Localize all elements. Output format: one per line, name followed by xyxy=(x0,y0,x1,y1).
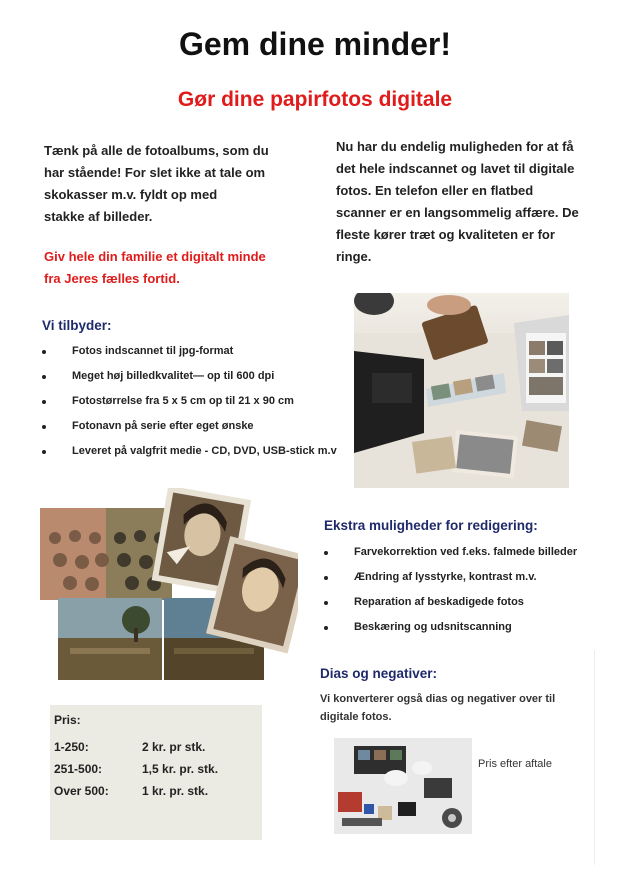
text-line: det hele indscannet og lavet til digitale xyxy=(336,161,575,176)
pricing-box xyxy=(50,705,262,840)
price-range: Over 500: xyxy=(54,784,109,798)
list-item: Fotonavn på serie efter eget ønske xyxy=(72,414,352,439)
left-intro-text xyxy=(44,140,334,228)
price-value: 2 kr. pr stk. xyxy=(142,740,206,754)
slides-negatives-illustration xyxy=(334,738,472,834)
list-item: Meget høj billedkvalitet— op til 600 dpi xyxy=(72,364,352,389)
price-range: 251-500: xyxy=(54,762,103,776)
left-red-text xyxy=(44,246,334,290)
page-title: Gem dine minder! xyxy=(178,26,452,62)
bullet-icon xyxy=(42,450,46,454)
collage-illustration xyxy=(40,488,298,680)
text-line: digitale fotos. xyxy=(320,711,392,723)
list-item: Beskæring og udsnitscanning xyxy=(354,615,604,640)
list-item: Ændring af lysstyrke, kontrast m.v. xyxy=(354,565,604,590)
right-intro-text xyxy=(336,136,596,268)
bullet-icon xyxy=(324,626,328,630)
photo-collage xyxy=(40,488,298,680)
text-line: skokasser m.v. fyldt op med xyxy=(44,187,218,202)
price-value: 1 kr. pr. stk. xyxy=(142,784,209,798)
list-item: Fotos indscannet til jpg-format xyxy=(72,339,352,364)
offer-list xyxy=(72,339,352,464)
text-line: fra Jeres fælles fortid. xyxy=(44,271,180,286)
list-item: Reparation af beskadigede fotos xyxy=(354,590,604,615)
list-item: Farvekorrektion ved f.eks. falmede billeder xyxy=(354,540,604,565)
bullet-icon xyxy=(42,425,46,429)
list-item: Fotostørrelse fra 5 x 5 cm op til 21 x 90 cm xyxy=(72,389,352,414)
price-note: Pris efter aftale xyxy=(478,758,552,770)
text-line: har stående! For slet ikke at tale om xyxy=(44,165,266,180)
pricing-heading: Pris: xyxy=(54,713,81,727)
text-line: Vi konverterer også dias og negativer over til xyxy=(320,693,556,705)
bullet-icon xyxy=(42,350,46,354)
extra-heading: Ekstra muligheder for redigering: xyxy=(324,518,538,533)
bullet-icon xyxy=(42,375,46,379)
bullet-icon xyxy=(42,400,46,404)
text-line: Nu har du endelig muligheden for at få xyxy=(336,139,574,154)
text-line: scanner er en langsommelig affære. De xyxy=(336,205,579,220)
price-range: 1-250: xyxy=(54,740,89,754)
price-value: 1,5 kr. pr. stk. xyxy=(142,762,219,776)
text-line: stakke af billeder. xyxy=(44,209,153,224)
text-line: ringe. xyxy=(336,249,372,264)
scanner-photo xyxy=(354,293,569,488)
page-subtitle: Gør dine papirfotos digitale xyxy=(177,88,453,111)
text-line: Tænk på alle de fotoalbums, som du xyxy=(44,143,269,158)
list-item: Leveret på valgfrit medie - CD, DVD, USB-stick m.v xyxy=(72,439,352,464)
extra-list xyxy=(354,540,604,640)
text-line: fleste kører træt og kvaliteten er for xyxy=(336,227,555,242)
scanner-scene-illustration xyxy=(354,293,569,488)
text-line: Giv hele din familie et digitalt minde xyxy=(44,249,266,264)
bullet-icon xyxy=(324,576,328,580)
dias-text xyxy=(320,690,590,726)
bullet-icon xyxy=(324,551,328,555)
offer-heading: Vi tilbyder: xyxy=(42,318,112,333)
text-line: fotos. En telefon eller en flatbed xyxy=(336,183,534,198)
dias-heading: Dias og negativer: xyxy=(320,666,438,681)
bullet-icon xyxy=(324,601,328,605)
dias-section xyxy=(306,650,595,865)
